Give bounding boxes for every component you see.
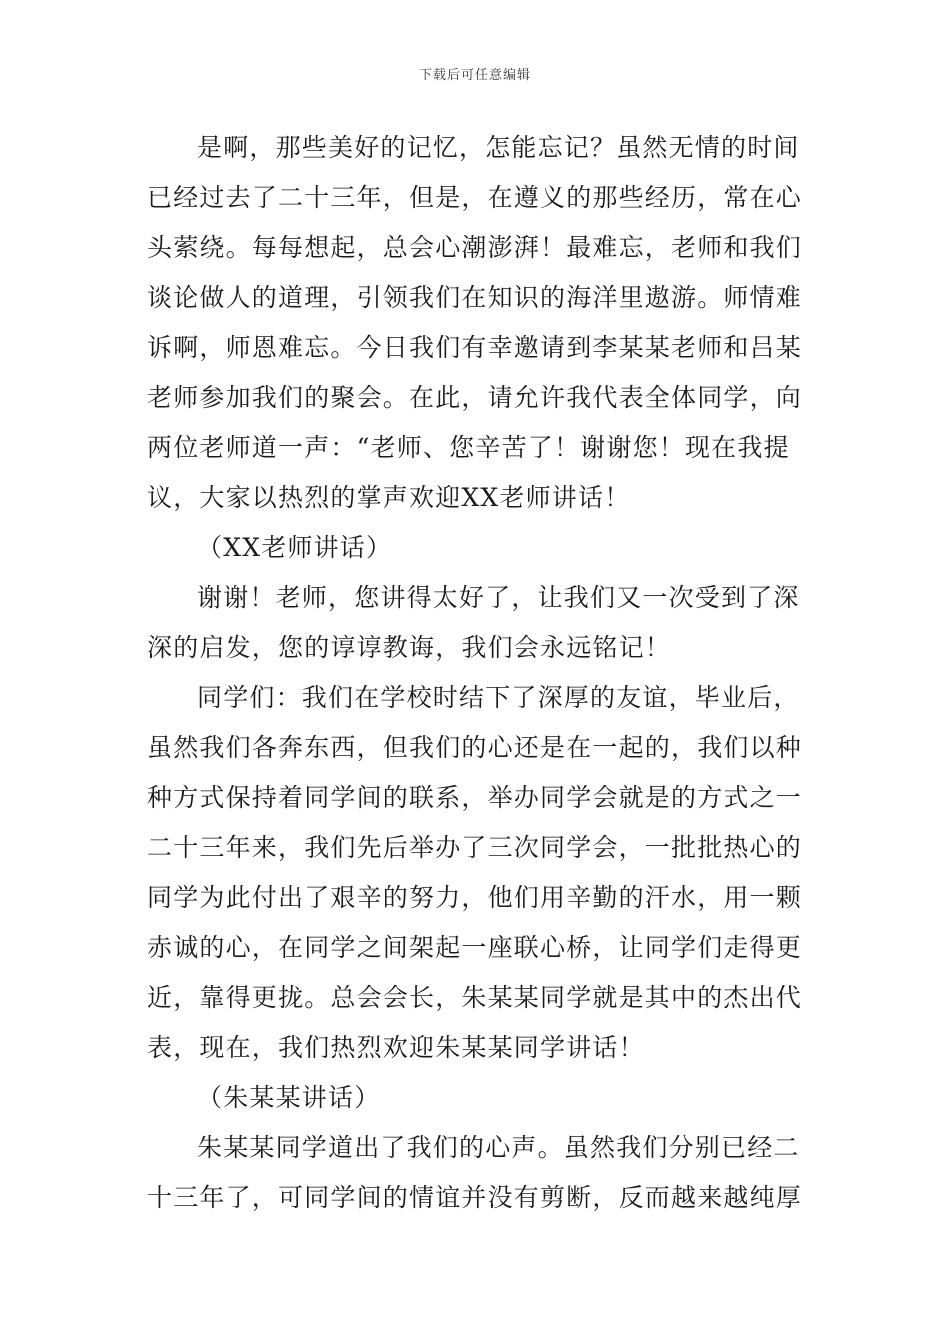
text-line: 谈论做人的道理，引领我们在知识的海洋里遨游。师情难: [147, 283, 803, 312]
text-line: 深的启发，您的谆谆教诲，我们会永远铭记！: [147, 633, 672, 662]
text-line: 两位老师道一声：“老师、您辛苦了！谢谢您！现在我提: [147, 433, 790, 462]
page-header: 下载后可任意编辑: [418, 68, 531, 83]
text-line: 头萦绕。每每想起，总会心潮澎湃！最难忘，老师和我们: [147, 233, 803, 262]
text-line: 十三年了，可同学间的情谊并没有剪断，反而越来越纯厚: [147, 1183, 803, 1212]
text-line: 近，靠得更拢。总会会长，朱某某同学就是其中的杰出代: [147, 983, 803, 1012]
text-line: 虽然我们各奔东西，但我们的心还是在一起的，我们以种: [147, 733, 803, 762]
text-line: 同学们：我们在学校时结下了深厚的友谊，毕业后，: [197, 683, 800, 712]
text-line: 议，大家以热烈的掌声欢迎XX老师讲话！: [147, 483, 631, 512]
stage-direction: （朱某某讲话）: [197, 1083, 381, 1112]
text-line: 朱某某同学道出了我们的心声。虽然我们分别已经二: [197, 1133, 800, 1162]
stage-direction: （XX老师讲话）: [197, 533, 393, 562]
text-line: 赤诚的心，在同学之间架起一座联心桥，让同学们走得更: [147, 933, 803, 962]
text-line: 诉啊，师恩难忘。今日我们有幸邀请到李某某老师和吕某: [147, 333, 803, 362]
text-line: 表，现在，我们热烈欢迎朱某某同学讲话！: [147, 1033, 645, 1062]
text-line: 已经过去了二十三年，但是，在遵义的那些经历，常在心: [147, 183, 803, 212]
text-line: 谢谢！老师，您讲得太好了，让我们又一次受到了深: [197, 583, 800, 612]
text-line: 二十三年来，我们先后举办了三次同学会，一批批热心的: [147, 833, 803, 862]
text-line: 是啊，那些美好的记忆，怎能忘记？虽然无情的时间: [197, 133, 800, 162]
text-line: 同学为此付出了艰辛的努力，他们用辛勤的汗水，用一颗: [147, 883, 803, 912]
text-line: 种方式保持着同学间的联系，举办同学会就是的方式之一: [147, 783, 803, 812]
text-line: 老师参加我们的聚会。在此，请允许我代表全体同学，向: [147, 383, 803, 412]
